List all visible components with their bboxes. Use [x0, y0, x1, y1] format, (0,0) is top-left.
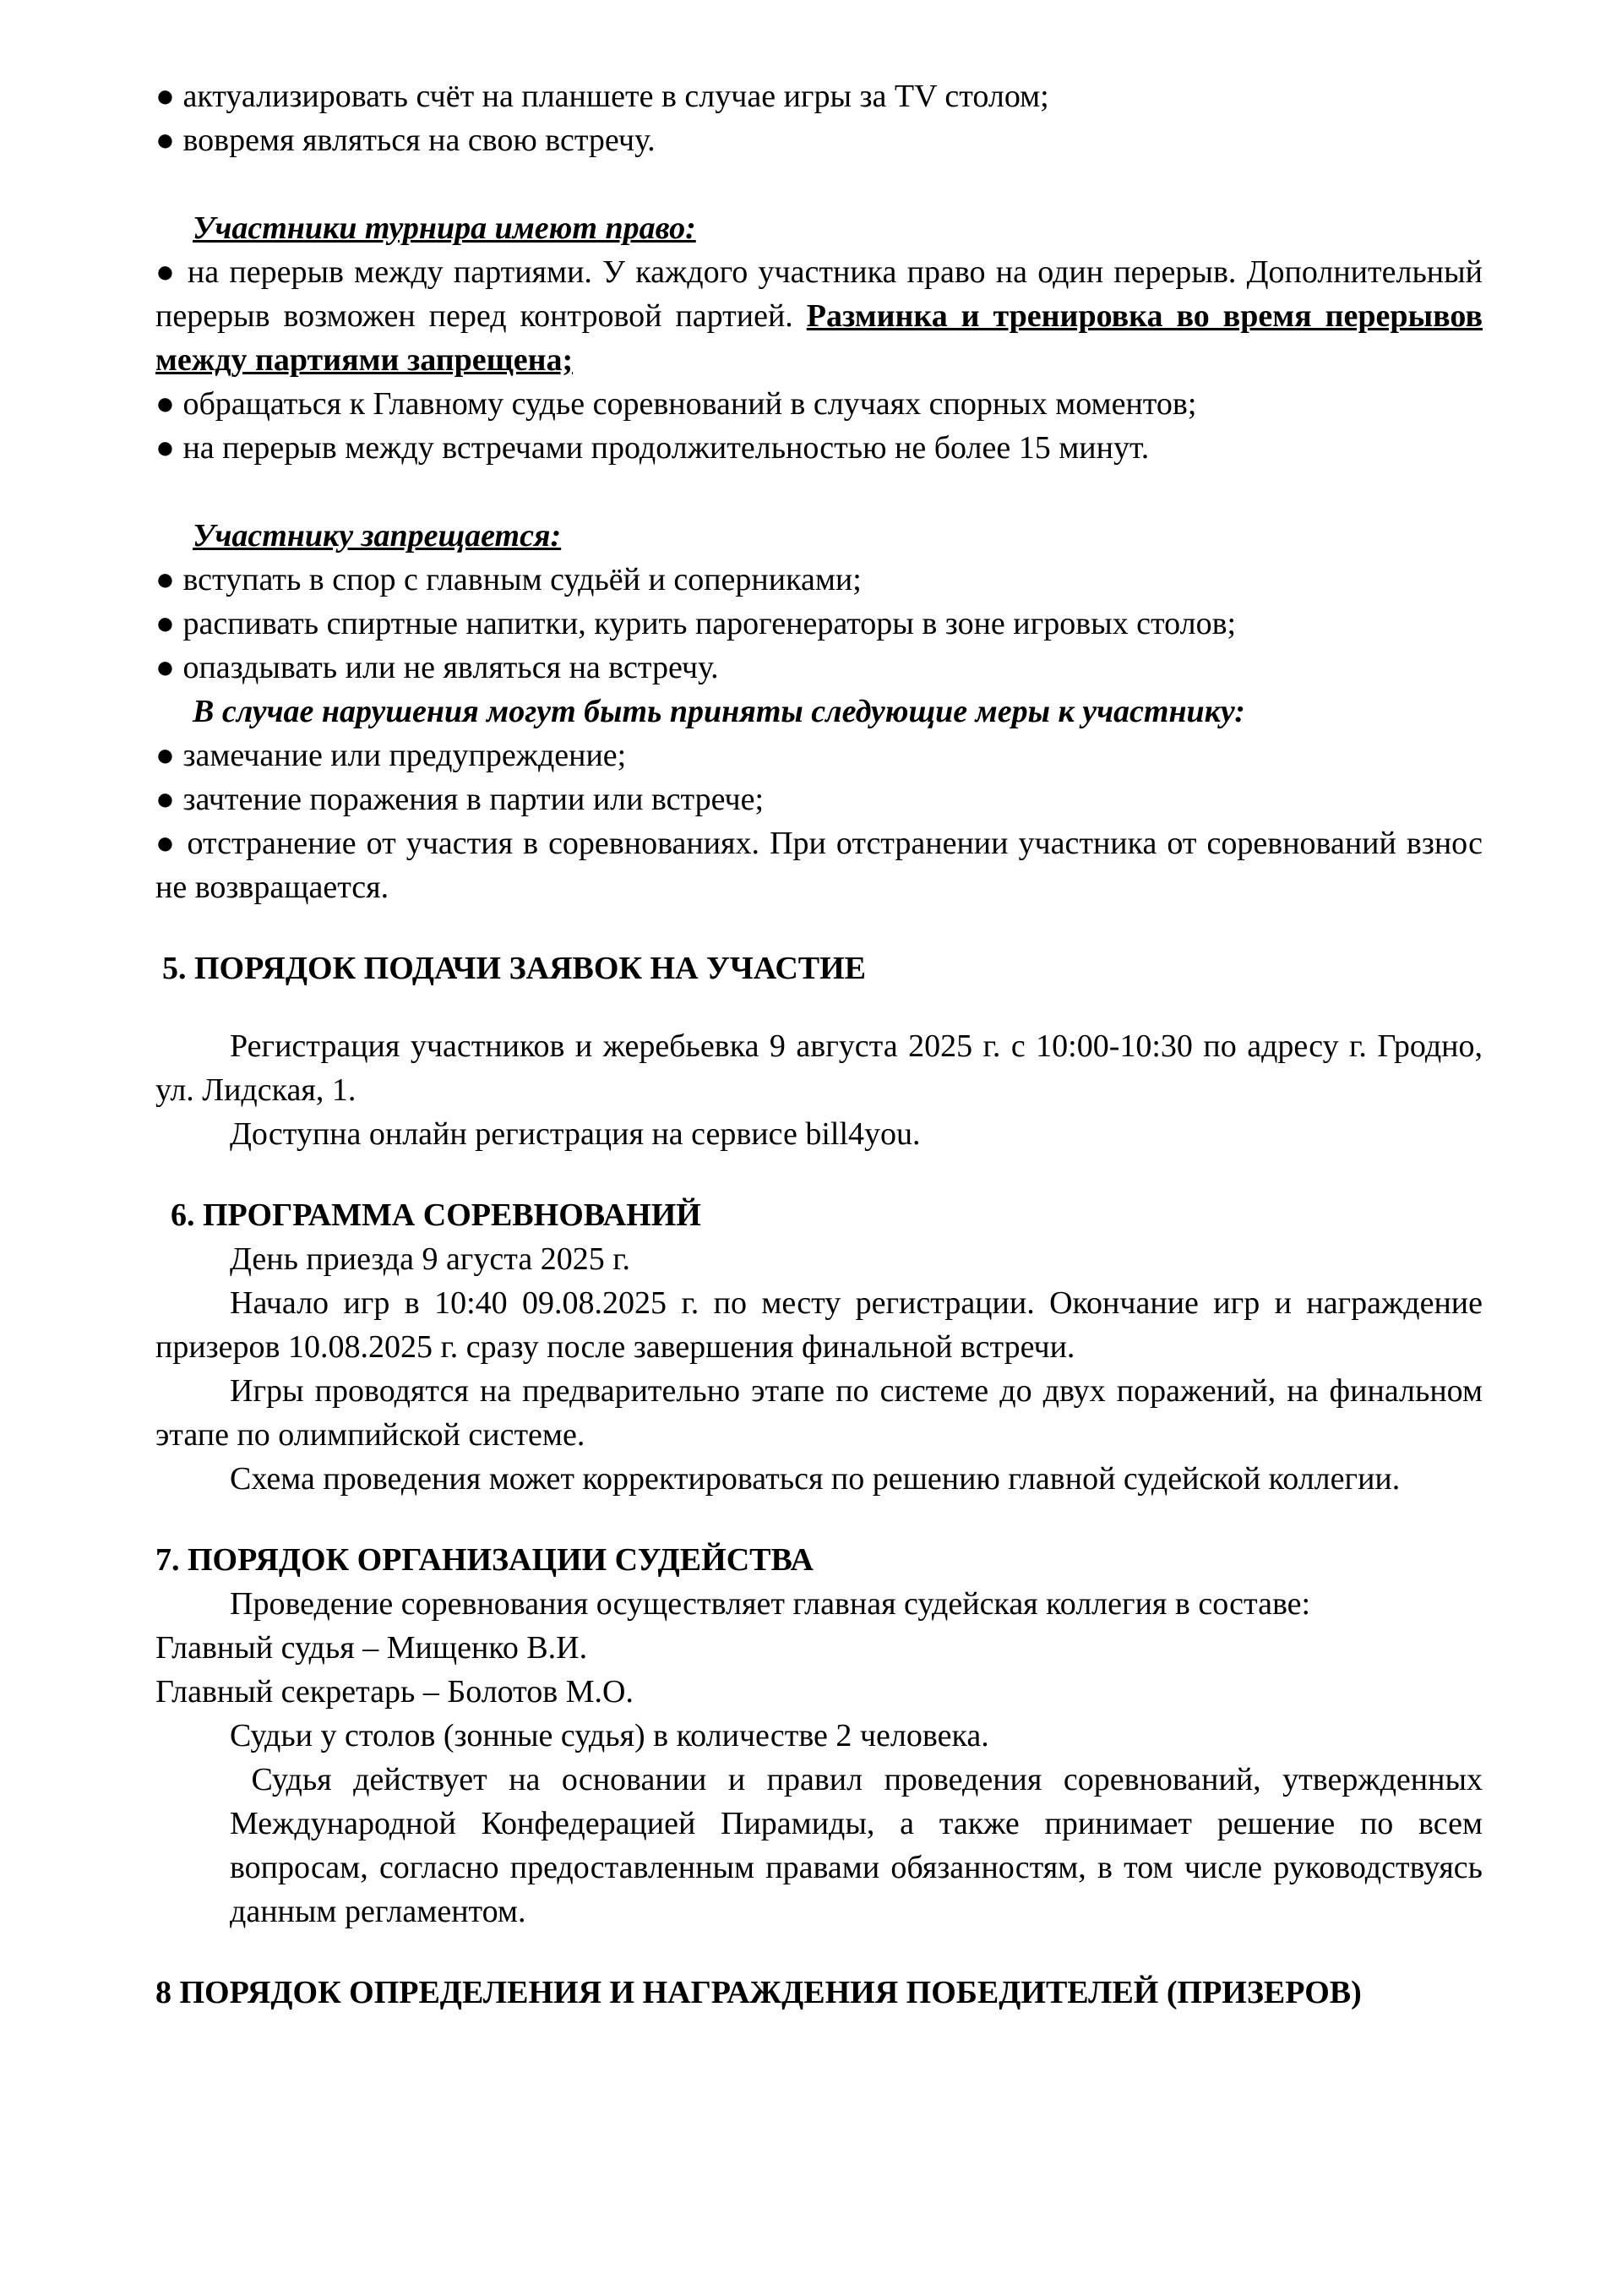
section-7-heading: 7. ПОРЯДОК ОРГАНИЗАЦИИ СУДЕЙСТВА — [155, 1542, 814, 1578]
rights-title: Участники турнира имеют право: — [193, 210, 696, 246]
section-6-paragraph: Игры проводятся на предварительно этапе по системе до двух поражений, на финальном этапе по олимпийской системе. — [155, 1373, 1483, 1453]
prohibited-title: Участнику запрещается: — [193, 518, 562, 554]
prohibited-item: ● распивать спиртные напитки, курить парогенераторы в зоне игровых столов; — [155, 606, 1237, 641]
rule-item: ● вовремя являться на свою встречу. — [155, 123, 656, 158]
rights-item-break — [155, 250, 1483, 382]
penalty-item: ● замечание или предупреждение; — [155, 738, 627, 773]
section-6-heading: 6. ПРОГРАММА СОРЕВНОВАНИЙ — [171, 1197, 701, 1233]
section-6-paragraph: Начало игр в 10:40 09.08.2025 г. по месту регистрации. Окончание игр и награждение призеров 10.08.2025 г. сразу после завершения финальной встречи. — [155, 1285, 1483, 1365]
prohibited-item: ● вступать в спор с главным судьёй и соперниками; — [155, 562, 862, 597]
rights-item-break-bold: Разминка и тренировка во время перерывов между партиями запрещена; — [155, 298, 1483, 378]
section-8-heading: 8 ПОРЯДОК ОПРЕДЕЛЕНИЯ И НАГРАЖДЕНИЯ ПОБЕДИТЕЛЕЙ (ПРИЗЕРОВ) — [155, 1975, 1362, 2010]
section-7-paragraph: Проведение соревнования осуществляет главная судейская коллегия в составе: — [230, 1586, 1311, 1622]
rights-item: ● обращаться к Главному судье соревнований в случаях спорных моментов; — [155, 386, 1197, 422]
section-6-paragraph: Схема проведения может корректироваться по решению главной судейской коллегии. — [230, 1461, 1401, 1497]
section-5-paragraph: Регистрация участников и жеребьевка 9 августа 2025 г. с 10:00-10:30 по адресу г. Гродно, ул. Лидская, 1. — [155, 1028, 1483, 1108]
section-5-heading: 5. ПОРЯДОК ПОДАЧИ ЗАЯВОК НА УЧАСТИЕ — [162, 951, 867, 986]
penalty-item: ● отстранение от участия в соревнованиях. При отстранении участника от соревнований взнос не возвращается. — [155, 826, 1483, 905]
section-6-paragraph: День приезда 9 агуста 2025 г. — [230, 1241, 630, 1277]
section-7-paragraph: Судьи у столов (зонные судья) в количестве 2 человека. — [230, 1718, 989, 1753]
rights-item: ● на перерыв между встречами продолжительностью не более 15 минут. — [155, 430, 1150, 466]
penalties-title: В случае нарушения могут быть приняты следующие меры к участнику: — [193, 694, 1245, 729]
section-7-chief-secretary: Главный секретарь – Болотов М.О. — [155, 1674, 634, 1710]
rights-item-break-text: ● на перерыв между партиями. У каждого участника право на один перерыв. Дополнительный перерыв возможен перед контровой партией. — [155, 254, 1483, 334]
section-7-paragraph: Судья действует на основании и правил проведения соревнований, утвержденных Международной Конфедерацией Пирамиды, а также принимает решение по всем вопросам, согласно предоставленным правами обязанностям, в том числе руководствуясь данным регламентом. — [230, 1762, 1491, 1929]
section-7-chief-judge: Главный судья – Мищенко В.И. — [155, 1630, 588, 1666]
section-5-paragraph: Доступна онлайн регистрация на сервисе bill4you. — [230, 1116, 921, 1152]
prohibited-item: ● опаздывать или не являться на встречу. — [155, 650, 719, 685]
rule-item: ● актуализировать счёт на планшете в случае игры за TV столом; — [155, 79, 1049, 114]
penalty-item: ● зачтение поражения в партии или встрече; — [155, 782, 765, 817]
